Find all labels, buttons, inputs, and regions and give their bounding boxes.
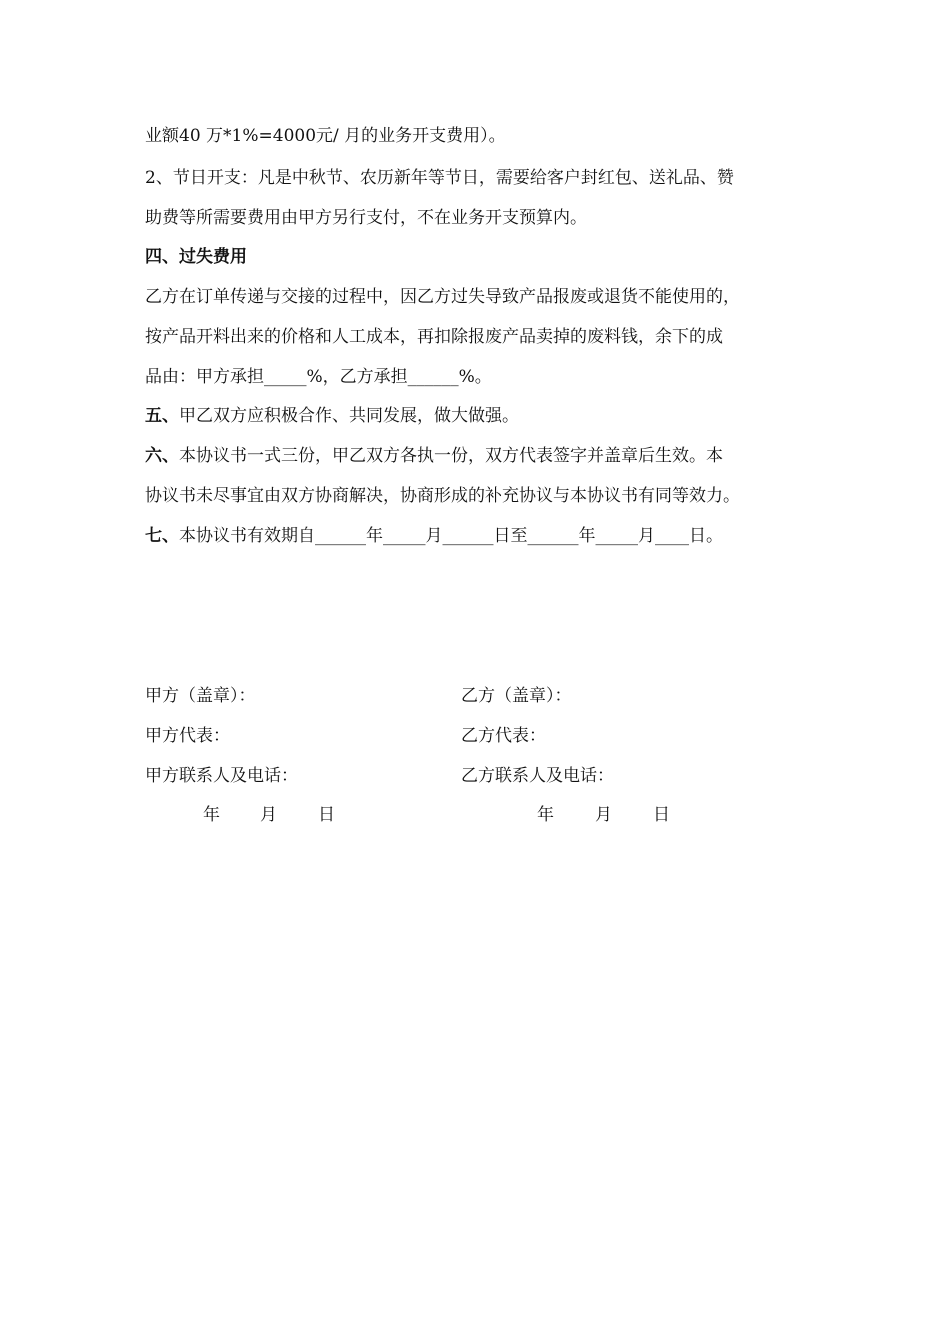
paragraph-line: 2、节日开支：凡是中秋节、农历新年等节日，需要给客户封红包、送礼品、赞	[145, 168, 734, 188]
clause-number: 五、	[145, 406, 179, 426]
paragraph-line: 协议书未尽事宜由双方协商解决，协商形成的补充协议与本协议书有同等效力。	[145, 486, 740, 506]
party-b-date-day: 日	[653, 805, 670, 825]
clause-text: 本协议书一式三份，甲乙双方各执一份，双方代表签字并盖章后生效。本	[179, 446, 723, 466]
paragraph-line: 乙方在订单传递与交接的过程中，因乙方过失导致产品报废或退货不能使用的，	[145, 287, 740, 307]
paragraph-line: 业额40 万*1%=4000元/ 月的业务开支费用）。	[145, 126, 506, 146]
clause-number: 六、	[145, 446, 179, 466]
party-b-seal-label: 乙方（盖章）：	[461, 686, 572, 706]
clause-text: 甲乙双方应积极合作、共同发展，做大做强。	[179, 406, 519, 426]
clause-line	[145, 444, 825, 468]
clause-text: 本协议书有效期自______年_____月______日至______年_____月____日。	[179, 526, 723, 546]
party-a-contact-label: 甲方联系人及电话：	[145, 766, 298, 786]
paragraph-line: 助费等所需要费用由甲方另行支付，不在业务开支预算内。	[145, 208, 587, 228]
party-a-seal-label: 甲方（盖章）：	[145, 686, 256, 706]
clause-number: 七、	[145, 526, 179, 546]
clause-line	[145, 404, 825, 428]
party-b-date-year: 年	[537, 805, 554, 825]
party-a-rep-label: 甲方代表：	[145, 726, 230, 746]
party-a-date-year: 年	[203, 805, 220, 825]
party-a-date-day: 日	[318, 805, 335, 825]
clause-line	[145, 524, 825, 548]
section-heading: 四、过失费用	[145, 247, 247, 267]
party-b-date-month: 月	[595, 805, 612, 825]
paragraph-line: 品由：甲方承担_____%，乙方承担______%。	[145, 367, 492, 387]
paragraph-line: 按产品开料出来的价格和人工成本，再扣除报废产品卖掉的废料钱，余下的成	[145, 327, 723, 347]
party-b-rep-label: 乙方代表：	[461, 726, 546, 746]
party-b-contact-label: 乙方联系人及电话：	[461, 766, 614, 786]
party-a-date-month: 月	[260, 805, 277, 825]
